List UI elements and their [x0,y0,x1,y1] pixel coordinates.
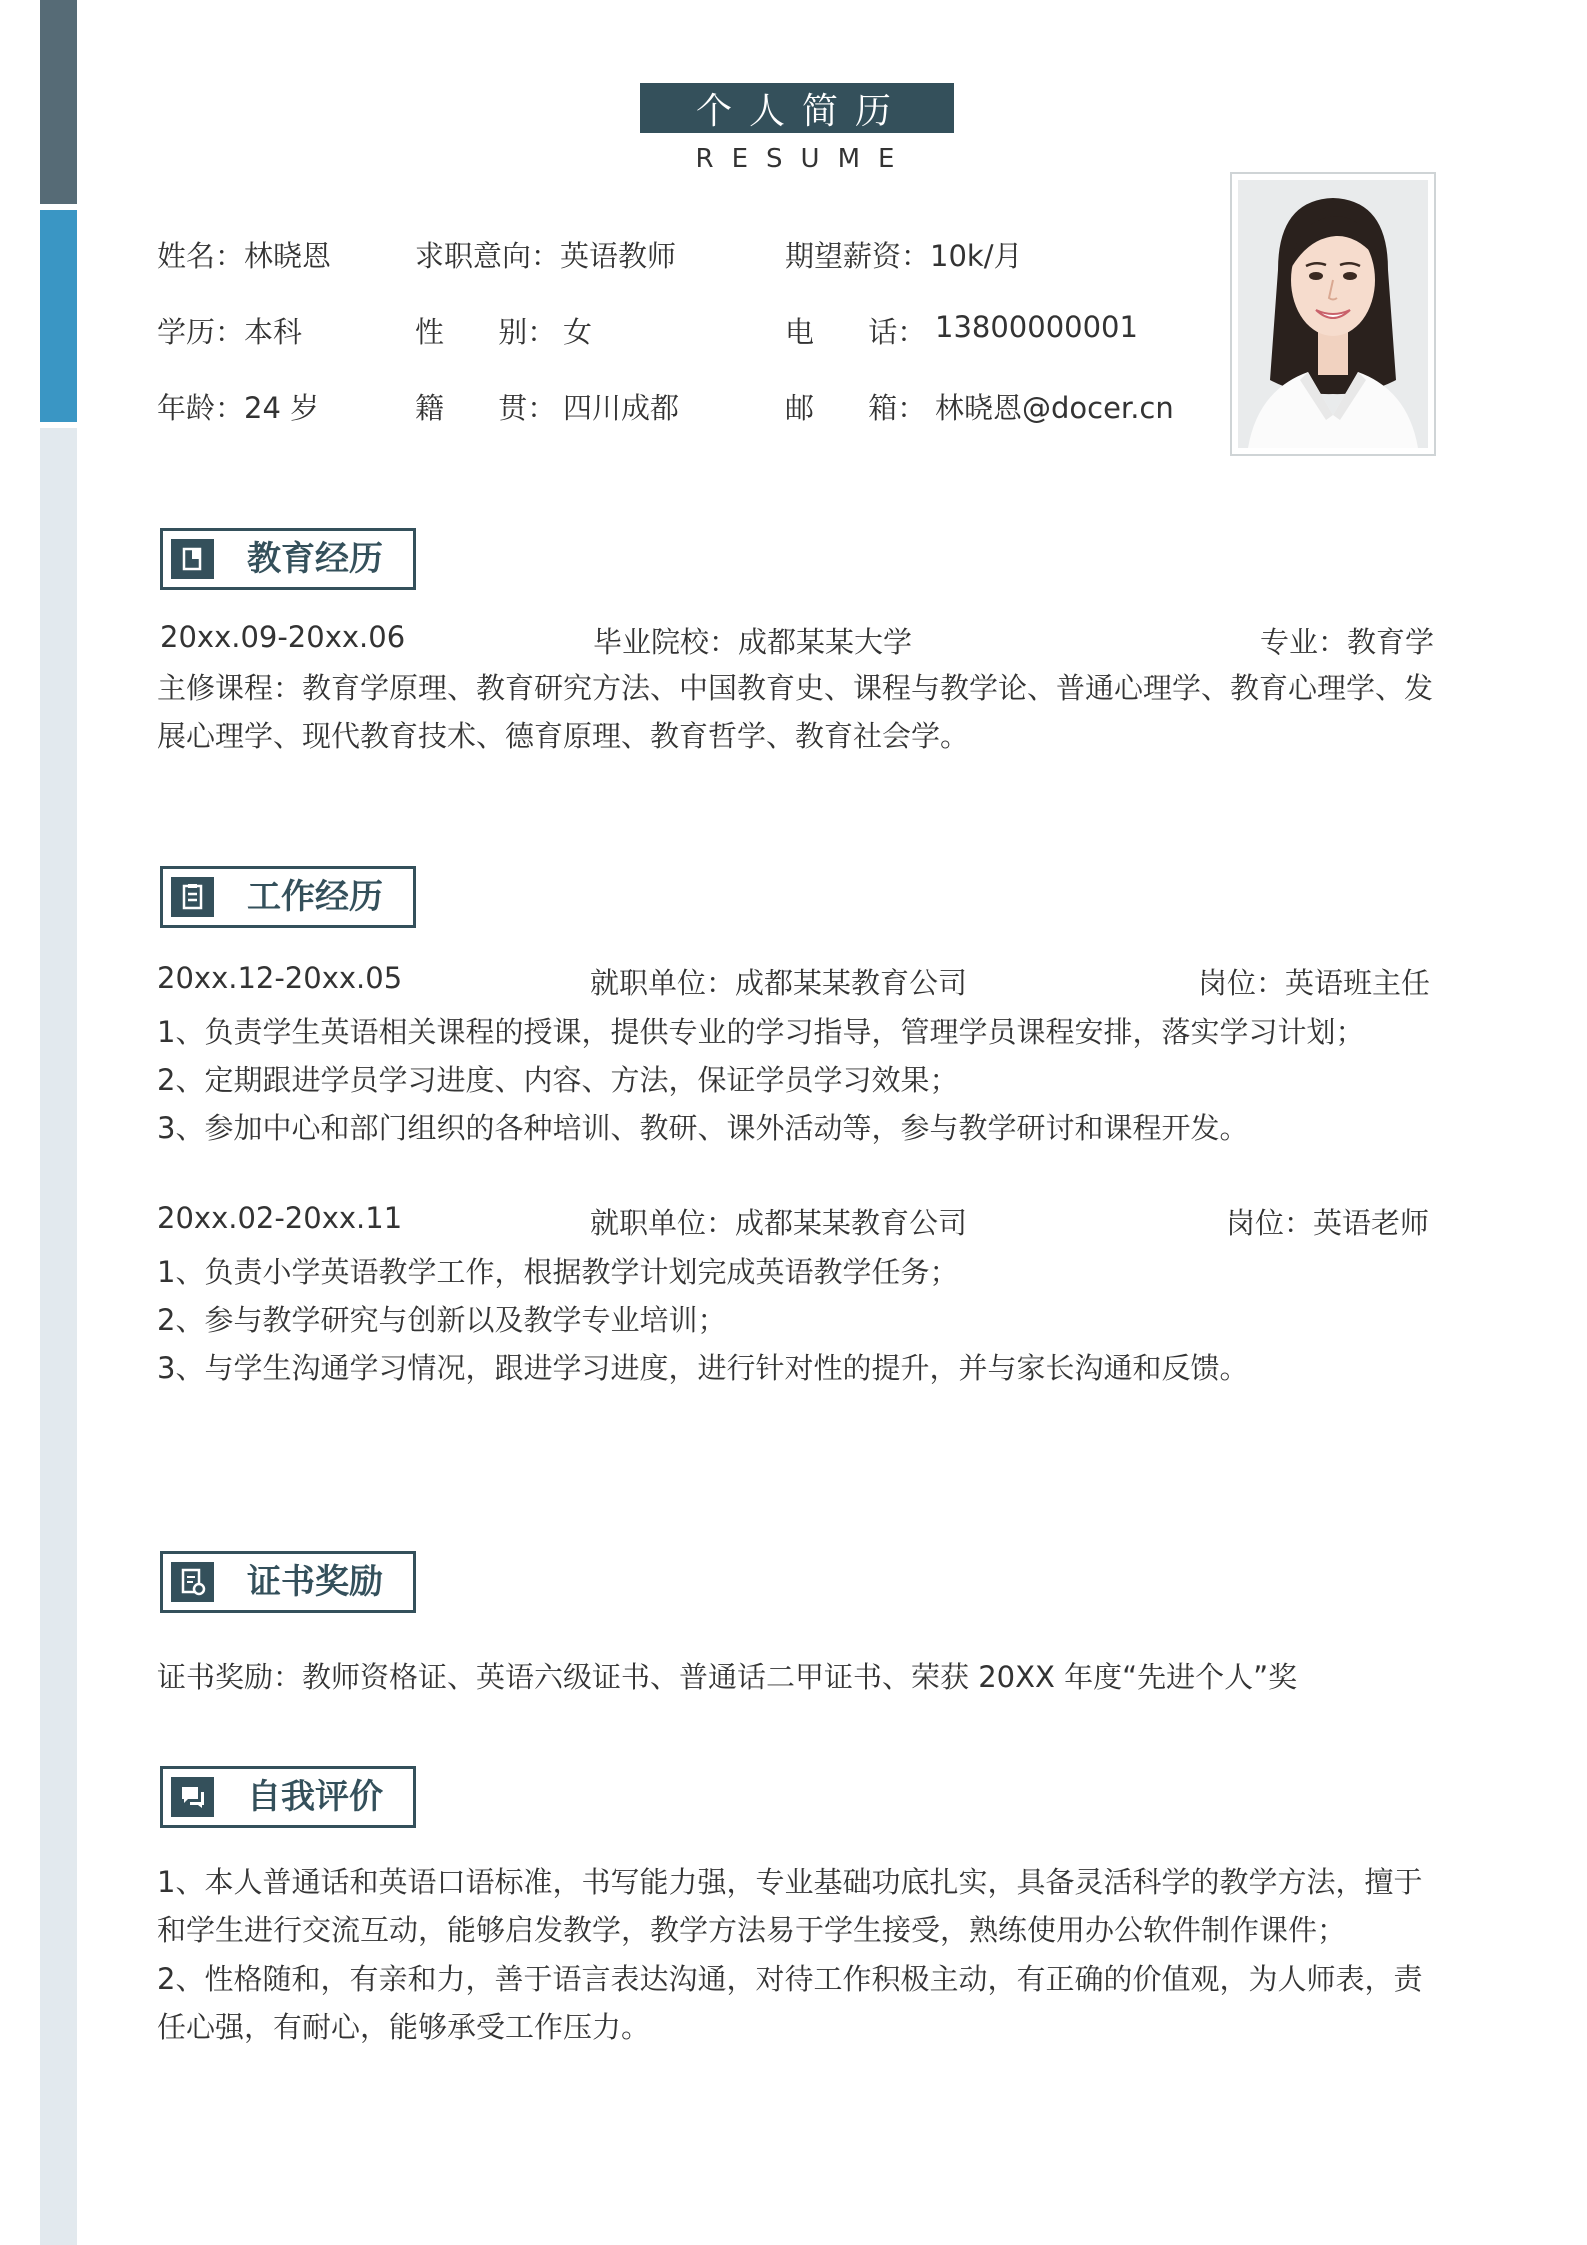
chat-icon [171,1777,214,1817]
intention-field: 求职意向：英语教师 [415,239,677,273]
education-courses: 主修课程：教育学原理、教育研究方法、中国教育史、课程与教学论、普通心理学、教育心理学、发展心理学、现代教育技术、德育原理、教育哲学、教育社会学。 [157,671,1434,753]
awards-heading: 证书奖励 [247,1562,383,1602]
email-label: 邮 箱： [785,391,927,425]
profile-photo [1230,172,1436,456]
clipboard-icon [171,877,214,917]
job-2-period: 20xx.02-20xx.11 [157,1201,403,1235]
job-2-duty-3: 3、与学生沟通学习情况，跟进学习进度，进行针对性的提升，并与家长沟通和反馈。 [157,1351,1249,1385]
education-major: 专业：教育学 [1260,625,1435,659]
gender-value: 女 [563,315,593,349]
job-2-position: 岗位：英语老师 [1226,1206,1430,1240]
work-heading: 工作经历 [247,877,383,917]
education-section-header [160,528,416,590]
education-period: 20xx.09-20xx.06 [160,620,406,654]
job-1-company: 就职单位：成都某某教育公司 [590,966,968,1000]
self-eval-section-header [160,1766,416,1828]
gender-label: 性 别： [415,315,557,349]
self-eval-item-1: 1、本人普通话和英语口语标准，书写能力强，专业基础功底扎实，具备灵活科学的教学方法，擅于和学生进行交流互动，能够启发教学，教学方法易于学生接受，熟练使用办公软件制作课件； [157,1865,1423,1947]
awards-section-header [160,1551,416,1613]
work-section-header [160,866,416,928]
job-2-company: 就职单位：成都某某教育公司 [590,1206,968,1240]
job-1-duty-3: 3、参加中心和部门组织的各种培训、教研、课外活动等，参与教学研讨和课程开发。 [157,1111,1249,1145]
self-eval-item-2: 2、性格随和，有亲和力，善于语言表达沟通，对待工作积极主动，有正确的价值观，为人师表，责任心强，有耐心，能够承受工作压力。 [157,1962,1423,2044]
job-1-duty-2: 2、定期跟进学员学习进度、内容、方法，保证学员学习效果； [157,1063,959,1097]
job-2-duty-2: 2、参与教学研究与创新以及教学专业培训； [157,1303,727,1337]
job-1-duty-1: 1、负责学生英语相关课程的授课，提供专业的学习指导，管理学员课程安排，落实学习计划； [157,1015,1365,1049]
portrait-photo [1238,180,1428,448]
phone-value: 13800000001 [935,310,1138,344]
self-eval-heading: 自我评价 [247,1777,383,1817]
sidebar-stripe-blue [40,210,77,422]
resume-subtitle: RESUME [695,144,913,174]
name-field: 姓名：林晓恩 [157,239,332,273]
job-1-position: 岗位：英语班主任 [1198,966,1431,1000]
origin-label: 籍 贯： [415,391,557,425]
sidebar-stripe-dark [40,0,77,204]
certificate-icon [171,1562,214,1602]
education-heading: 教育经历 [247,539,383,579]
education-field: 学历：本科 [157,315,303,349]
awards-text: 证书奖励：教师资格证、英语六级证书、普通话二甲证书、荣获 20XX 年度“先进个人”奖 [157,1660,1298,1694]
education-school: 毕业院校：成都某某大学 [593,625,913,659]
salary-field: 期望薪资：10k/月 [785,239,1023,273]
email-value: 林晓恩@docer.cn [935,391,1174,425]
job-1-period: 20xx.12-20xx.05 [157,961,403,995]
document-icon [171,539,214,579]
resume-title: 个人简历 [640,83,954,133]
sidebar-stripe-light [40,428,77,2245]
age-field: 年龄：24 岁 [157,391,320,425]
origin-value: 四川成都 [563,391,680,425]
phone-label: 电 话： [785,315,927,349]
job-2-duty-1: 1、负责小学英语教学工作，根据教学计划完成英语教学任务； [157,1255,959,1289]
